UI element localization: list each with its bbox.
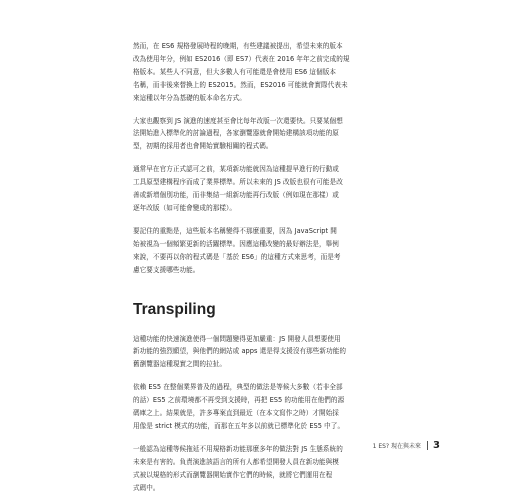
- paragraph: [133, 225, 416, 277]
- section-heading: Transpiling: [133, 300, 216, 318]
- footer-divider: [427, 441, 428, 450]
- paragraph: [133, 333, 416, 372]
- text-line: 式碼中。: [133, 483, 160, 492]
- text-line: 式被以規格的形式而瀏覽器開始實作它們的時候，就將它們運用在程: [133, 470, 333, 479]
- text-line: 型，初期的採用者也會開始實驗相關的程式碼。: [133, 142, 273, 151]
- text-line: 法開始進入標準化的討論過程，各家瀏覽器就會開始建構該項功能的原: [133, 129, 339, 138]
- text-line: 的話）ES5 之前環境都不再受到支援時，再把 ES5 的功能用在他們的源: [133, 396, 345, 405]
- page-body: [133, 40, 416, 504]
- text-line: 格版本。某些人不同意，但大多數人有可能還是會使用 ES6 這個版本: [133, 67, 337, 76]
- text-line: 通常早在官方正式認可之前，某項新功能就因為這種提早進行的行動或: [133, 165, 339, 174]
- text-line: 碼庫之上。結果就是，許多專案直到最近（在本文寫作之時）才開始採: [133, 409, 339, 418]
- paragraph: [133, 115, 416, 154]
- text-line: 要記住的重點是，這些版本名稱變得不那麼重要，因為 JavaScript 開: [133, 226, 337, 235]
- text-line: 舊瀏覽器這種現實之間的拉扯。: [133, 360, 227, 369]
- text-line: 工具原型建構程序而成了業界標準。所以未來的 JS 改版也很有可能是改: [133, 178, 343, 187]
- text-line: 改為使用年分，例如 ES2016（即 ES7）代表在 2016 年年之前完成的規: [133, 54, 350, 63]
- text-line: 依賴 ES5 在整個業界普及的過程，典型的做法是等候大多數（若非全部: [133, 383, 343, 392]
- text-line: 然而，在 ES6 規格發展時程的晚期，有些建議被提出，希望未來的版本: [133, 42, 343, 50]
- text-line: 始被視為一個頻繁更新的活躍標準。因應這種改變的最好辦法是，舉例: [133, 239, 339, 248]
- text-line: 逐年改版（如可能會變成的那樣）。: [133, 203, 236, 212]
- text-line: 大家也觀察到 JS 演進的速度甚至會比每年改版一次還要快。只要某個想: [133, 116, 343, 125]
- page-footer: [330, 438, 440, 452]
- text-line: 名稱，而非後來替換上的 ES2015。然而，ES2016 可能就會實際代表未: [133, 80, 348, 89]
- paragraph: [133, 40, 416, 105]
- text-line: 一般認為這種等候拖延不用規格新功能那麼多年的做法對 JS 生態系統的: [133, 444, 343, 453]
- text-line: 未來是有害的。負責演進該語言的所有人都希望開發人員在新功能與模: [133, 457, 339, 466]
- text-line: 善或新增個別功能，而非集結一組新功能再行改版（例如現在那樣）或: [133, 191, 339, 200]
- text-line: 慮它要支援哪些功能。: [133, 265, 200, 274]
- text-line: 來這種以年分為基礎的版本命名方式。: [133, 93, 246, 102]
- paragraph: [133, 381, 416, 433]
- text-line: 新功能的強烈願望，與他們的網站或 apps 還是得支援沒有那些新功能的: [133, 347, 347, 356]
- text-line: 來說，不要再以你的程式碼是「基於 ES6」的這種方式來思考，而是考: [133, 252, 341, 261]
- text-line: 用像是 strict 模式的功能，而那在五年多以前就已標準化於 ES5 中了。: [133, 421, 345, 430]
- paragraph: [133, 163, 416, 215]
- page-number: 3: [433, 439, 440, 451]
- text-line: 這種功能的快速演進使得一個問題變得更加嚴重：JS 開發人員想要使用: [133, 334, 341, 343]
- footer-chapter-title: 1 ES? 現在與未來: [372, 442, 422, 450]
